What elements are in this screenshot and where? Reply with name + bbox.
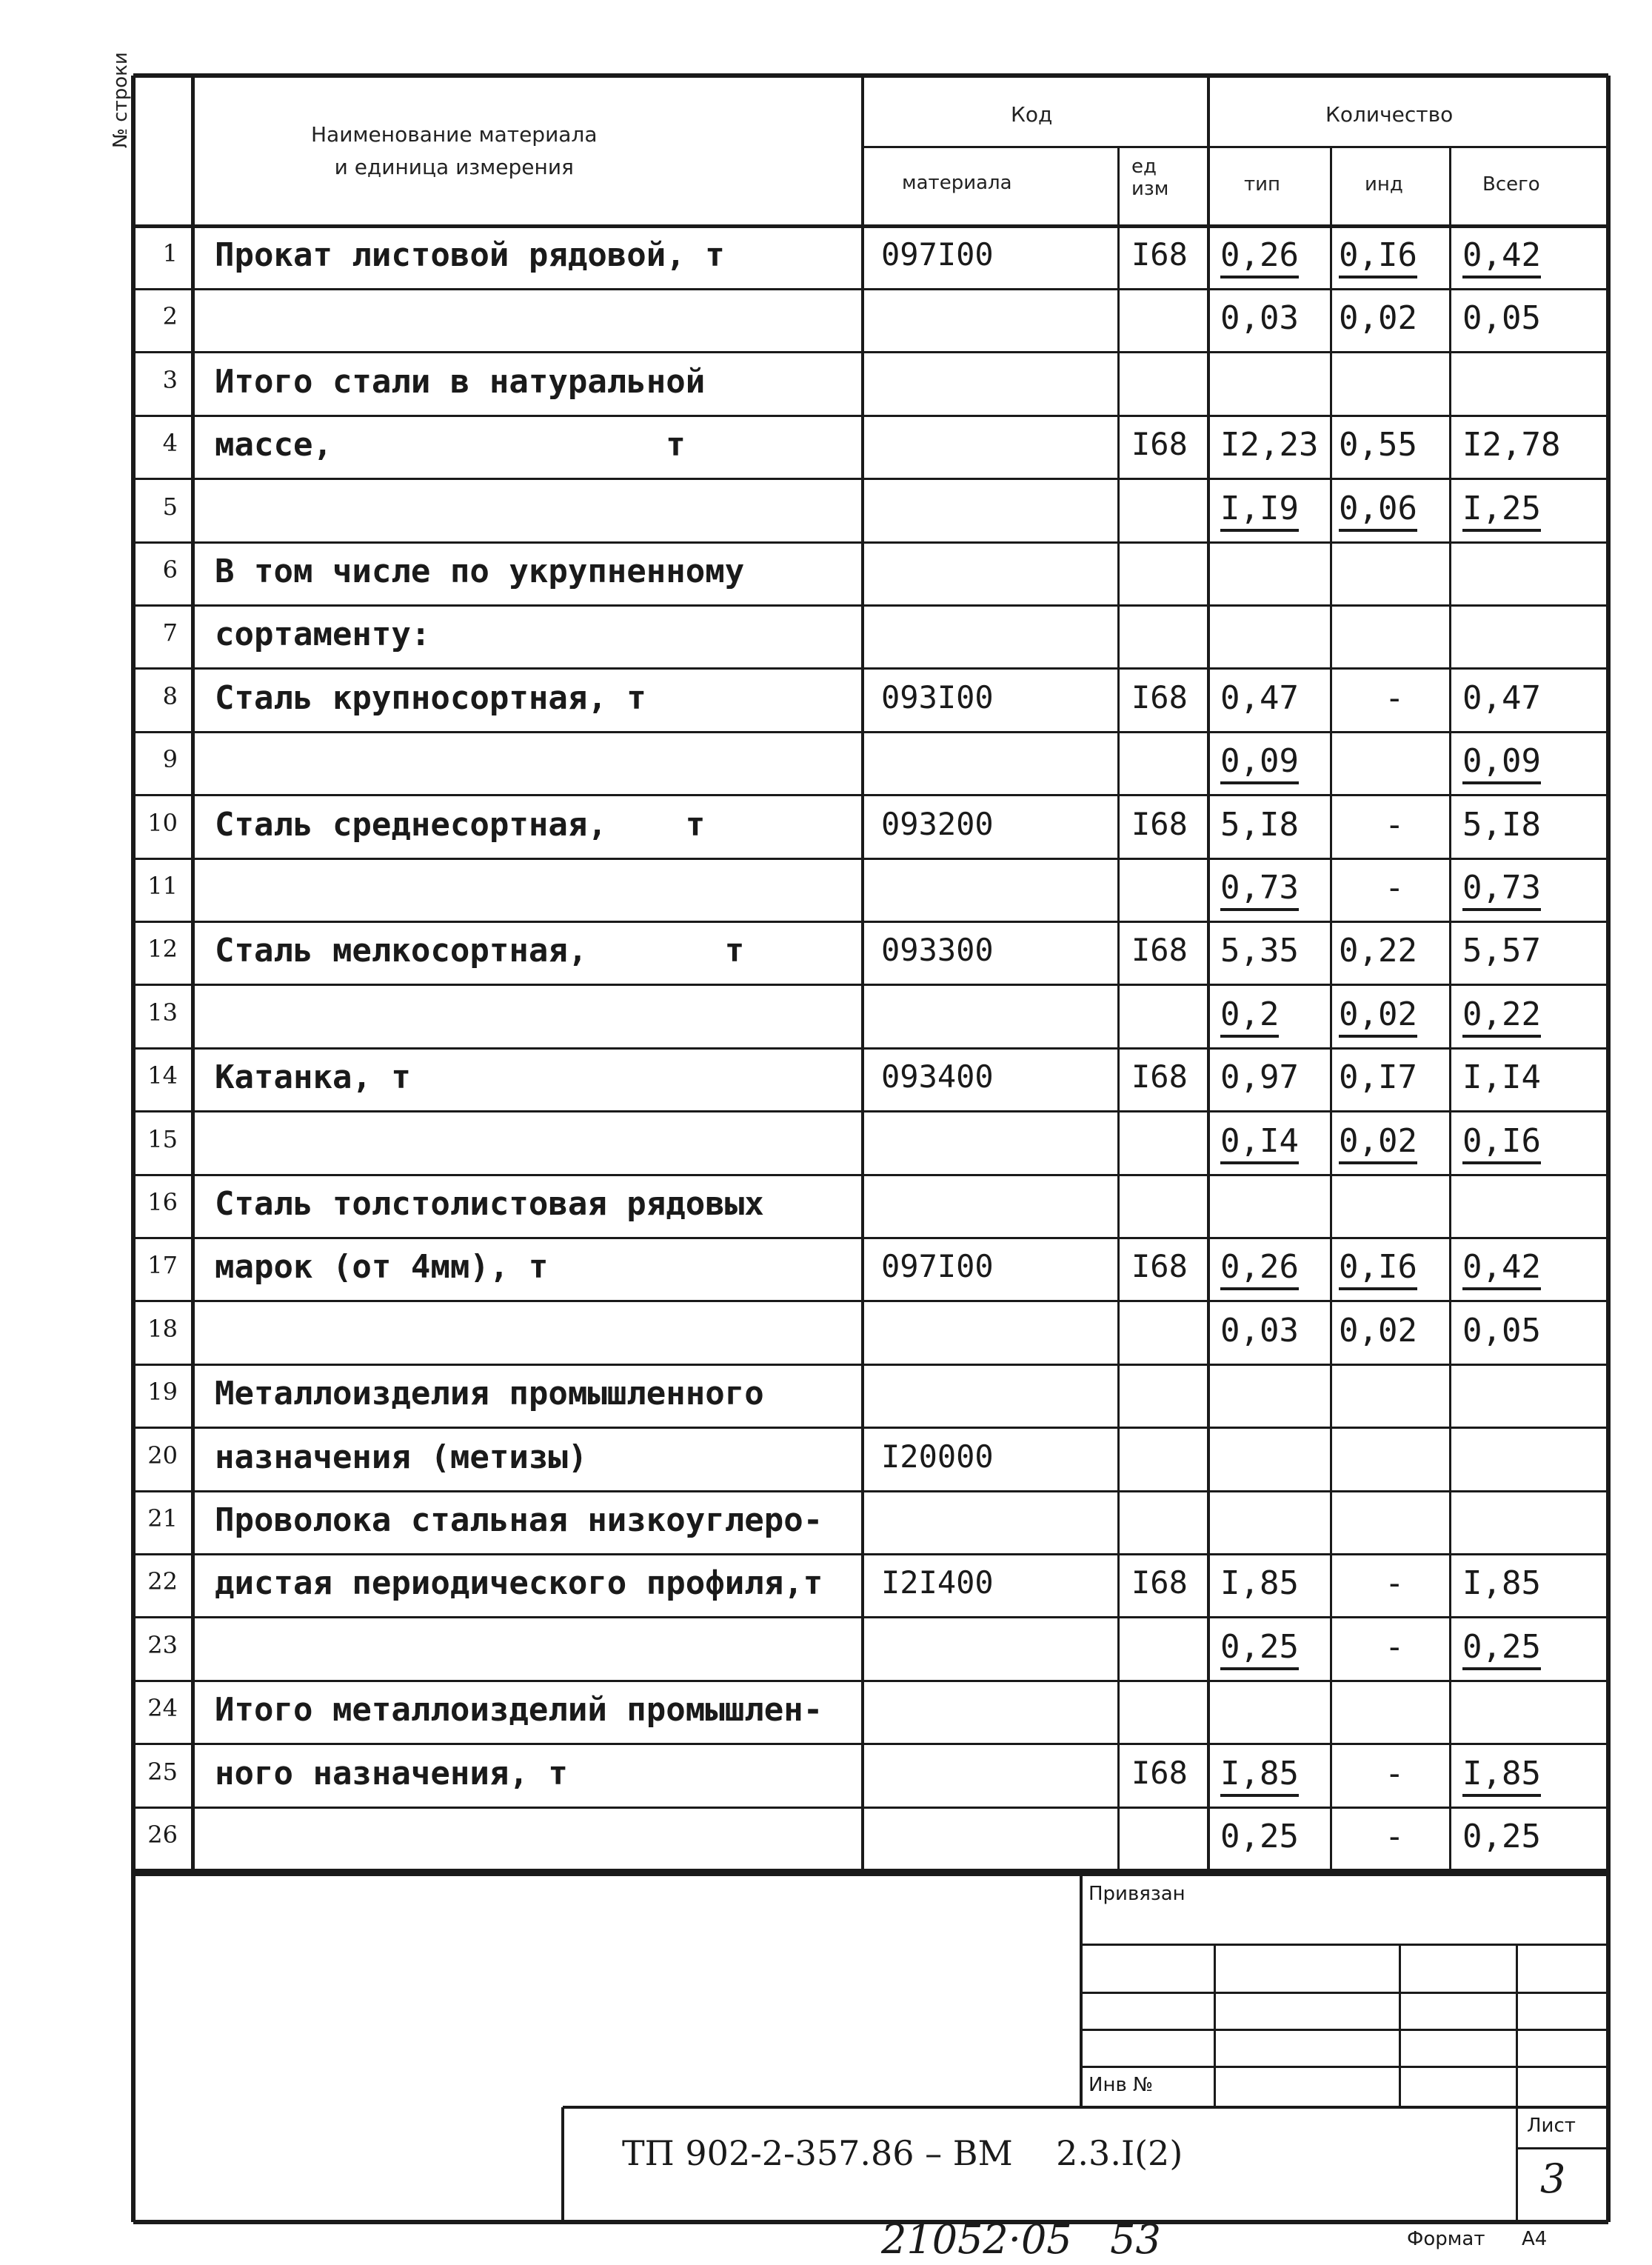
unit-code: I68	[1131, 426, 1188, 463]
col-rule-name	[861, 76, 864, 1870]
inventory-label: Инв №	[1088, 2074, 1154, 2096]
material-code: 093I00	[881, 678, 994, 715]
qty-typ: I,85	[1220, 1564, 1299, 1603]
material-name: Итого металлоизделий промышлен-	[215, 1691, 823, 1729]
qty-ind: 0,I7	[1339, 1058, 1417, 1097]
row-separator	[133, 1110, 1608, 1113]
material-code: 093300	[881, 932, 994, 969]
material-code: I20000	[881, 1438, 994, 1475]
qty-total: 0,25	[1462, 1818, 1541, 1855]
material-code: 097I00	[881, 236, 994, 273]
qty-typ: 0,03	[1220, 299, 1299, 338]
qty-typ: 0,26	[1220, 1248, 1299, 1290]
qty-ind: 0,02	[1339, 995, 1417, 1038]
row-separator	[133, 1616, 1608, 1618]
row-separator	[133, 1300, 1608, 1302]
qty-total: 0,73	[1462, 869, 1541, 911]
row-number: 15	[147, 1124, 178, 1153]
code-column-header: Код	[1011, 102, 1053, 127]
row-number: 12	[147, 935, 178, 964]
qty-typ: 0,03	[1220, 1311, 1299, 1350]
unit-code: I68	[1131, 1058, 1188, 1095]
unit-code: I68	[1131, 678, 1188, 715]
row-separator	[133, 604, 1608, 607]
qty-ind: 0,06	[1339, 490, 1417, 532]
material-name: Итого стали в натуральной	[215, 362, 706, 401]
stamp-rule	[561, 2107, 564, 2222]
row-separator	[133, 288, 1608, 290]
row-number: 19	[147, 1378, 178, 1407]
qty-typ: 0,97	[1220, 1058, 1299, 1097]
ind-header: инд	[1365, 173, 1403, 196]
material-name: назначения (метизы)	[215, 1438, 588, 1476]
material-code: 093200	[881, 805, 994, 842]
row-separator	[133, 1490, 1608, 1492]
stamp-bottom-border	[133, 2220, 1608, 2224]
row-separator	[133, 415, 1608, 417]
qty-total: 5,57	[1462, 932, 1541, 970]
qty-typ: 0,26	[1220, 236, 1299, 278]
qty-total: I,25	[1462, 490, 1541, 532]
qty-total: 0,09	[1462, 742, 1541, 784]
row-separator	[133, 984, 1608, 986]
qty-ind: 0,02	[1339, 1122, 1417, 1164]
qty-ind: 0,22	[1339, 932, 1417, 970]
row-separator	[133, 667, 1608, 670]
qty-ind: 0,I6	[1339, 1248, 1417, 1290]
total-header: Всего	[1482, 173, 1540, 196]
qty-total: 0,25	[1462, 1628, 1541, 1670]
stamp-left-border	[131, 1874, 136, 2222]
qty-ind: -	[1385, 678, 1405, 717]
name-column-header: Наименование материала и единица измерения	[311, 122, 598, 179]
row-number: 22	[147, 1567, 178, 1596]
unit-code: I68	[1131, 1754, 1188, 1791]
row-separator	[133, 1807, 1608, 1809]
qty-typ: I,85	[1220, 1755, 1299, 1797]
unit-code: I68	[1131, 932, 1188, 969]
qty-ind: 0,I6	[1339, 236, 1417, 278]
document-code: ТП 902-2-357.86 – ВМ 2.3.I(2)	[622, 2133, 1183, 2173]
row-separator	[133, 921, 1608, 923]
row-number: 8	[162, 681, 178, 710]
material-name: Сталь мелкосортная, т	[215, 932, 745, 970]
qty-typ: 0,25	[1220, 1818, 1299, 1855]
qty-typ: 0,73	[1220, 869, 1299, 911]
bound-label: Привязан	[1088, 1883, 1186, 1905]
row-number: 6	[162, 556, 178, 584]
qty-ind: -	[1385, 869, 1405, 907]
material-name: Катанка, т	[215, 1058, 411, 1097]
quantity-header: Количество	[1325, 102, 1454, 127]
row-number: 2	[162, 302, 178, 331]
qty-ind: -	[1385, 1754, 1405, 1792]
qty-total: I2,78	[1462, 426, 1561, 464]
row-number: 24	[147, 1694, 178, 1723]
row-separator	[133, 1680, 1608, 1682]
stamp-rule	[1516, 1944, 1518, 2222]
qty-typ: 0,47	[1220, 678, 1299, 717]
row-number: 11	[147, 872, 178, 900]
material-code-header: материала	[902, 172, 1012, 194]
unit-code: I68	[1131, 1564, 1188, 1601]
handwritten-archive-number: 21052·05 53	[881, 2216, 1161, 2263]
qty-ind: 0,02	[1339, 1311, 1417, 1350]
table-left-border	[131, 76, 136, 1874]
qty-ind: 0,55	[1339, 426, 1417, 464]
qty-typ: I2,23	[1220, 426, 1319, 464]
qty-total: 0,42	[1462, 236, 1541, 278]
material-name: Сталь среднесортная, т	[215, 805, 706, 844]
row-separator	[133, 1553, 1608, 1555]
qty-total: 0,I6	[1462, 1122, 1541, 1164]
qty-typ: 0,09	[1220, 742, 1299, 784]
row-number: 9	[162, 745, 178, 774]
sheet-number: 3	[1540, 2155, 1566, 2202]
row-number: 1	[162, 239, 178, 267]
typ-header: тип	[1244, 173, 1281, 196]
col-rule-ind	[1449, 147, 1451, 1870]
qty-total: 5,I8	[1462, 805, 1541, 844]
row-number: 16	[147, 1188, 178, 1216]
stamp-rule	[1516, 2147, 1608, 2149]
row-number: 13	[147, 998, 178, 1027]
unit-code: I68	[1131, 805, 1188, 842]
material-code: 097I00	[881, 1248, 994, 1285]
row-separator	[133, 1364, 1608, 1366]
stamp-rule	[1399, 1944, 1401, 2107]
format-label: Формат	[1407, 2228, 1485, 2250]
qty-typ: 5,I8	[1220, 805, 1299, 844]
header-bottom-border	[133, 224, 1608, 228]
stamp-rule	[1081, 1944, 1608, 1946]
row-separator	[133, 1047, 1608, 1050]
row-number: 10	[147, 808, 178, 837]
unit-header: ед изм	[1131, 156, 1169, 200]
qty-total: I,85	[1462, 1755, 1541, 1797]
format-value: А4	[1522, 2228, 1548, 2250]
row-number: 4	[162, 429, 178, 458]
row-number-header: № строки	[110, 52, 132, 148]
sheet-bottom-border	[133, 1872, 1608, 1876]
qty-total: 0,05	[1462, 299, 1541, 338]
stamp-rule	[563, 2106, 1608, 2109]
stamp-rule	[1081, 1992, 1608, 1994]
qty-typ: I,I9	[1220, 490, 1299, 532]
qty-total: 0,47	[1462, 678, 1541, 717]
qty-typ: 0,2	[1220, 995, 1279, 1038]
qty-total: I,85	[1462, 1564, 1541, 1603]
qty-ind: -	[1385, 1818, 1405, 1855]
qty-typ: 0,I4	[1220, 1122, 1299, 1164]
qty-total: 0,05	[1462, 1311, 1541, 1350]
material-name: Металлоизделия промышленного	[215, 1375, 764, 1413]
unit-code: I68	[1131, 236, 1188, 273]
material-name: сортаменту:	[215, 616, 431, 654]
row-separator	[133, 478, 1608, 480]
qty-total: 0,22	[1462, 995, 1541, 1038]
stamp-right-border	[1606, 1874, 1611, 2222]
row-number: 23	[147, 1630, 178, 1659]
row-number: 7	[162, 618, 178, 647]
material-name: Прокат листовой рядовой, т	[215, 236, 725, 274]
header-mid-rule	[863, 146, 1608, 148]
material-name: дистая периодического профиля,т	[215, 1564, 823, 1603]
row-separator	[133, 858, 1608, 860]
row-number: 17	[147, 1251, 178, 1280]
qty-ind: -	[1385, 805, 1405, 844]
row-separator	[133, 1427, 1608, 1429]
row-separator	[133, 1174, 1608, 1176]
unit-code: I68	[1131, 1248, 1188, 1285]
qty-ind: 0,02	[1339, 299, 1417, 338]
row-number: 26	[147, 1821, 178, 1849]
row-number: 3	[162, 365, 178, 394]
row-separator	[133, 1237, 1608, 1239]
row-number: 21	[147, 1504, 178, 1532]
table-top-border	[133, 73, 1608, 78]
row-separator	[133, 731, 1608, 733]
col-rule-unit	[1207, 76, 1210, 1870]
qty-total: 0,42	[1462, 1248, 1541, 1290]
col-rule-number	[191, 76, 195, 1870]
sheet-label: Лист	[1527, 2115, 1576, 2137]
row-separator	[133, 351, 1608, 353]
row-number: 18	[147, 1314, 178, 1343]
qty-ind: -	[1385, 1627, 1405, 1666]
material-name: Проволока стальная низкоуглеро-	[215, 1501, 823, 1539]
col-rule-typ	[1330, 147, 1332, 1870]
stamp-rule	[1214, 1944, 1216, 2107]
stamp-rule	[1081, 2029, 1608, 2031]
material-code: I2I400	[881, 1564, 994, 1601]
row-number: 5	[162, 492, 178, 521]
table-right-border	[1606, 76, 1611, 1874]
qty-ind: -	[1385, 1564, 1405, 1603]
material-name: В том числе по укрупненному	[215, 553, 745, 590]
row-number: 14	[147, 1061, 178, 1090]
material-name: массе, т	[215, 426, 686, 464]
row-number: 20	[147, 1441, 178, 1470]
material-code: 093400	[881, 1058, 994, 1095]
stamp-rule	[1081, 2066, 1608, 2068]
row-separator	[133, 1743, 1608, 1745]
qty-total: I,I4	[1462, 1058, 1541, 1097]
stamp-rule	[1080, 1870, 1083, 2107]
col-rule-code	[1117, 147, 1120, 1870]
row-separator	[133, 541, 1608, 544]
material-name: ного назначения, т	[215, 1754, 568, 1792]
material-name: Сталь толстолистовая рядовых	[215, 1185, 764, 1223]
row-separator	[133, 794, 1608, 796]
qty-typ: 0,25	[1220, 1628, 1299, 1670]
row-number: 25	[147, 1757, 178, 1786]
material-name: Сталь крупносортная, т	[215, 678, 646, 717]
qty-typ: 5,35	[1220, 932, 1299, 970]
material-name: марок (от 4мм), т	[215, 1248, 549, 1287]
